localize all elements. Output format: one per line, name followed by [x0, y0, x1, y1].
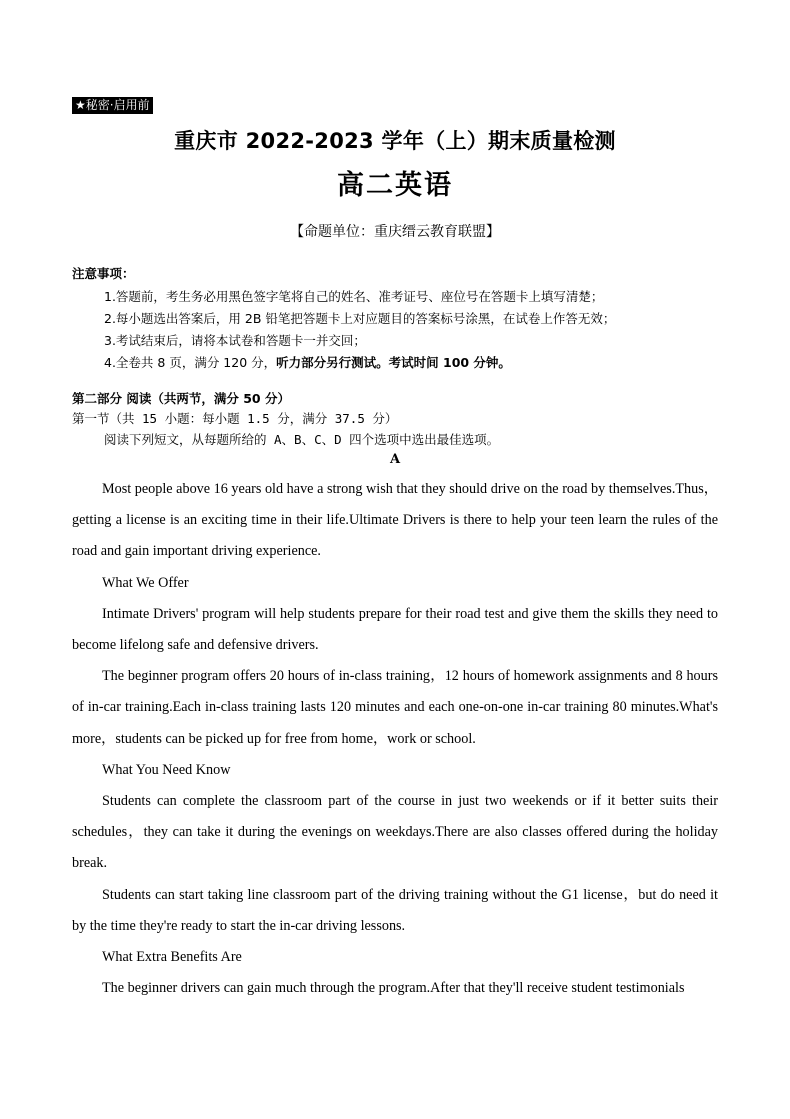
- reading-passage: [72, 474, 718, 1004]
- section-heading: What You Need Know: [102, 761, 231, 778]
- notice-title: 注意事项：: [72, 266, 135, 281]
- exam-title: 重庆市 2022-2023 学年（上）期末质量检测: [174, 129, 616, 153]
- paragraph: Most people above 16 years old have a strong wish that they should drive on the road by themselves.Thus，getting a license is an exciting time in their life.Ultimate Drivers is there to help your teen learn the rules of the road and gain important driving experience.: [72, 481, 718, 560]
- section-heading: What Extra Benefits Are: [102, 949, 242, 966]
- notice-item-text: 4.全卷共 8 页，满分 120 分，: [104, 355, 277, 370]
- part-title: 第二部分 阅读（共两节，满分 50 分）: [72, 391, 290, 406]
- notice-item-emphasis: 听力部分另行测试。考试时间 100 分钟。: [276, 355, 511, 370]
- passage-letter: A: [389, 452, 401, 467]
- notice-item: 1.答题前，考生务必用黑色签字笔将自己的姓名、准考证号、座位号在答题卡上填写清楚；: [104, 289, 604, 304]
- notice-item: [104, 352, 615, 374]
- section-title: 第一节（共 15 小题：每小题 1.5 分，满分 37.5 分）: [72, 411, 398, 426]
- section-heading: What We Offer: [102, 574, 189, 591]
- issuing-unit: 【命题单位：重庆缙云教育联盟】: [290, 224, 500, 240]
- paragraph: The beginner program offers 20 hours of in-class training，12 hours of homework assignments and 8 hours of in-car training.Each in-class training lasts 120 minutes and each one-on-one in-car training 80 minutes.What's more，students can be picked up for free from home，work or school.: [72, 668, 718, 747]
- exam-subject: 高二英语: [337, 170, 453, 201]
- paragraph: The beginner drivers can gain much through the program.After that they'll receive student testimonials: [102, 980, 685, 997]
- notice-item: 2.每小题选出答案后，用 2B 铅笔把答题卡上对应题目的答案标号涂黑，在试卷上作答无效；: [104, 311, 616, 326]
- paragraph: Intimate Drivers' program will help students prepare for their road test and give them the skills they need to become lifelong safe and defensive drivers.: [72, 605, 718, 654]
- paragraph: Students can start taking line classroom part of the driving training without the G1 license，but do need it by the time they're ready to start the in-car driving lessons.: [72, 886, 718, 934]
- notice-list: [104, 286, 615, 374]
- instruction: 阅读下列短文，从每题所给的 A、B、C、D 四个选项中选出最佳选项。: [104, 432, 500, 447]
- paragraph: Students can complete the classroom part of the course in just two weekends or if it better suits their schedules，they can take it during the evenings on weekdays.There are also classes offered during the holiday break.: [72, 793, 718, 872]
- notice-item: 3.考试结束后，请将本试卷和答题卡一并交回；: [104, 333, 366, 348]
- confidential-label: ★秘密·启用前: [72, 97, 153, 114]
